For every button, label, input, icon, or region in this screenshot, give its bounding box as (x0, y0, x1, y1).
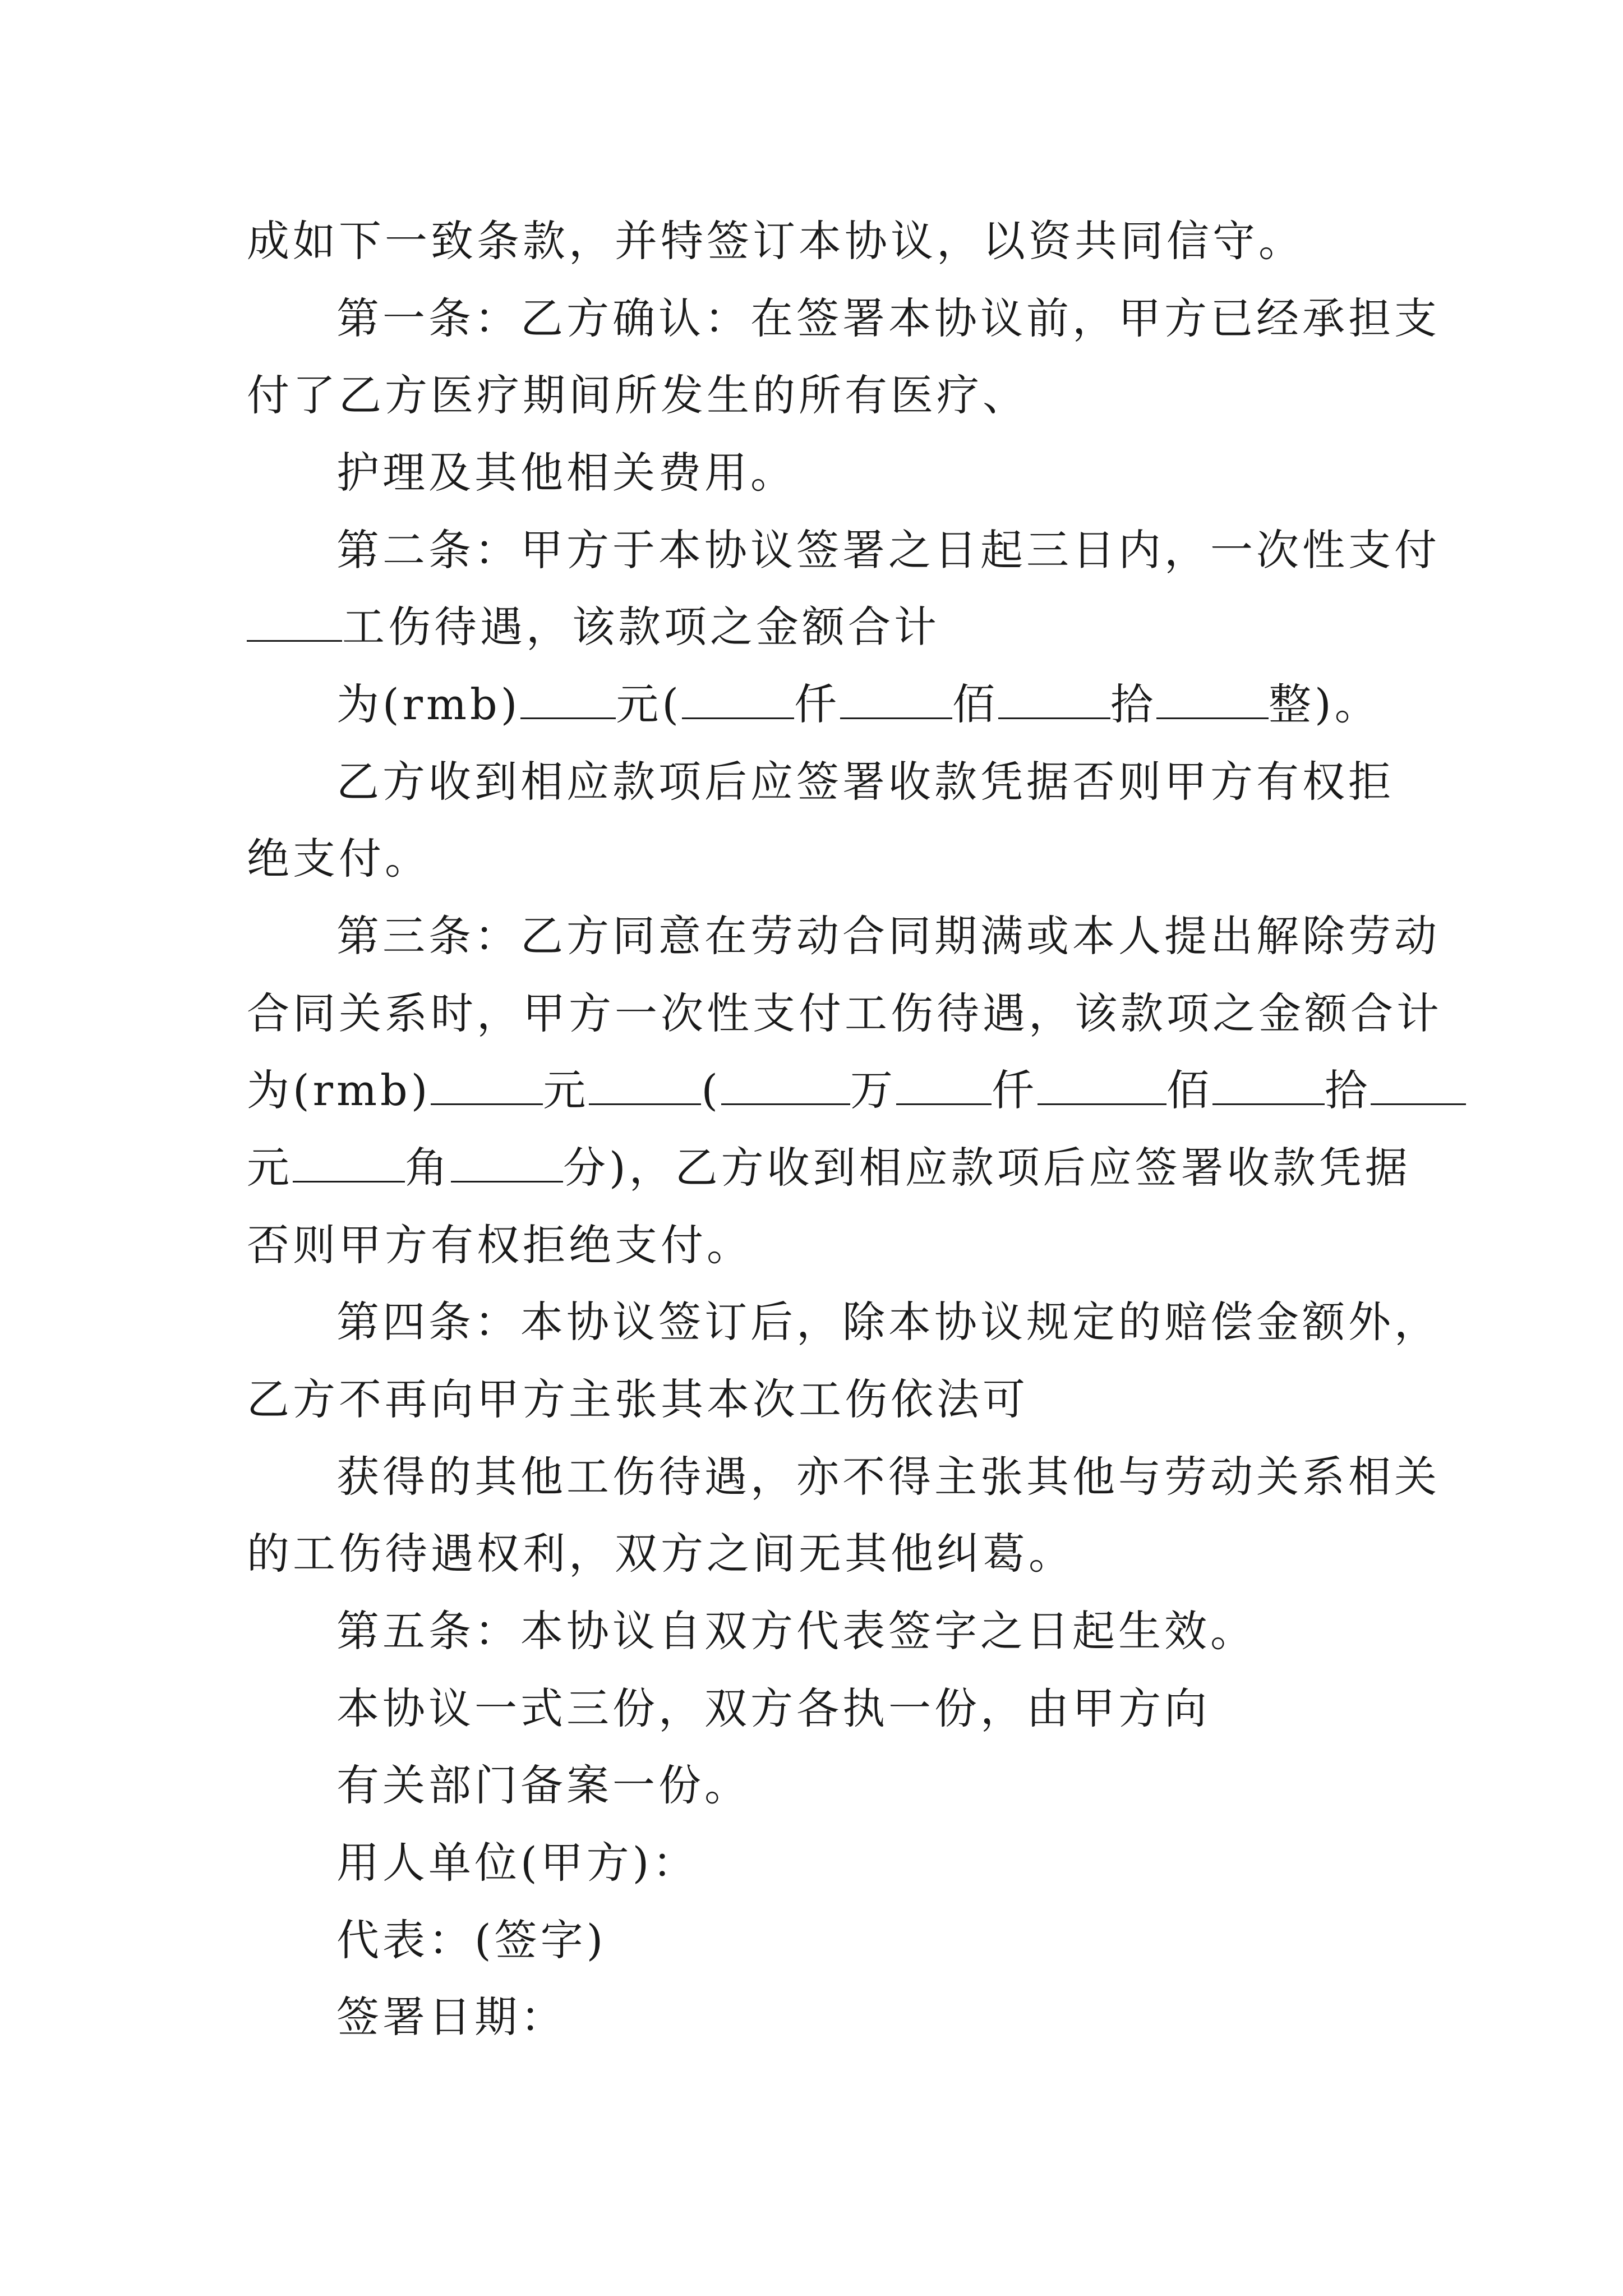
article-1-line: 第一条：乙方确认：在签署本协议前，甲方已经承担支 (336, 293, 1440, 343)
fill-blank (896, 1070, 992, 1105)
paragraph-line: 绝支付。 (247, 834, 431, 884)
fill-blank (998, 684, 1110, 719)
paragraph-line: 成如下一致条款，并特签订本协议，以资共同信守。 (247, 216, 1304, 266)
fill-blank (682, 684, 794, 719)
line-text: 元 (247, 1143, 293, 1193)
employer-label: 用人单位(甲方)： (336, 1838, 699, 1888)
amount-line (247, 1062, 1466, 1119)
paragraph-line (247, 599, 940, 655)
fill-blank (1371, 1070, 1466, 1105)
line-text: 拾 (1110, 679, 1157, 729)
paragraph-line: 的工伤待遇权利，双方之间无其他纠葛。 (247, 1529, 1075, 1579)
paragraph-line: 付了乙方医疗期间所发生的所有医疗、 (247, 370, 1029, 420)
amount-line (336, 677, 1381, 733)
paragraph-line: 护理及其他相关费用。 (336, 448, 796, 498)
line-text: 角 (405, 1143, 451, 1193)
line-text: 佰 (952, 679, 999, 729)
paragraph-line: 否则甲方有权拒绝支付。 (247, 1220, 753, 1270)
fill-blank (1156, 684, 1269, 719)
article-2-line: 第二条：甲方于本协议签署之日起三日内，一次性支付 (336, 525, 1440, 575)
fill-blank (1038, 1070, 1166, 1105)
signing-date-label: 签署日期： (336, 1992, 566, 2042)
fill-blank (589, 1070, 701, 1105)
line-text: 元 (543, 1065, 589, 1115)
article-3-line: 第三条：乙方同意在劳动合同期满或本人提出解除劳动 (336, 911, 1440, 961)
line-text: 为(rmb) (336, 679, 521, 729)
line-text: 仟 (794, 679, 841, 729)
paragraph-line: 获得的其他工伤待遇，亦不得主张其他与劳动关系相关 (336, 1452, 1440, 1502)
line-text: 元( (616, 679, 683, 729)
amount-line (247, 1140, 1411, 1196)
fill-blank (1212, 1070, 1325, 1105)
fill-blank (840, 684, 952, 719)
paragraph-line: 合同关系时，甲方一次性支付工伤待遇，该款项之金额合计 (247, 988, 1442, 1038)
paragraph-line: 本协议一式三份，双方各执一份，由甲方向 (336, 1683, 1210, 1733)
line-text: ( (701, 1065, 722, 1115)
paragraph-line: 有关部门备案一份。 (336, 1760, 750, 1810)
fill-blank (520, 684, 616, 719)
paragraph-line: 乙方收到相应款项后应签署收款凭据否则甲方有权拒 (336, 757, 1394, 807)
article-5-line: 第五条：本协议自双方代表签字之日起生效。 (336, 1606, 1256, 1656)
line-text: 万 (850, 1065, 897, 1115)
fill-blank (721, 1070, 850, 1105)
fill-blank (451, 1147, 563, 1182)
representative-label: 代表：(签字) (336, 1915, 607, 1965)
fill-blank (247, 606, 342, 642)
line-text: 仟 (992, 1065, 1038, 1115)
line-text: 拾 (1325, 1065, 1371, 1115)
paragraph-line: 乙方不再向甲方主张其本次工伤依法可 (247, 1374, 1029, 1424)
line-text: 分)，乙方收到相应款项后应签署收款凭据 (563, 1143, 1411, 1193)
fill-blank (431, 1070, 543, 1105)
line-text: 佰 (1166, 1065, 1213, 1115)
article-4-line: 第四条：本协议签订后，除本协议规定的赔偿金额外， (336, 1297, 1440, 1347)
fill-blank (293, 1147, 405, 1182)
line-text: 整)。 (1269, 679, 1381, 729)
line-text: 工伤待遇，该款项之金额合计 (342, 602, 940, 652)
line-text: 为(rmb) (247, 1065, 431, 1115)
